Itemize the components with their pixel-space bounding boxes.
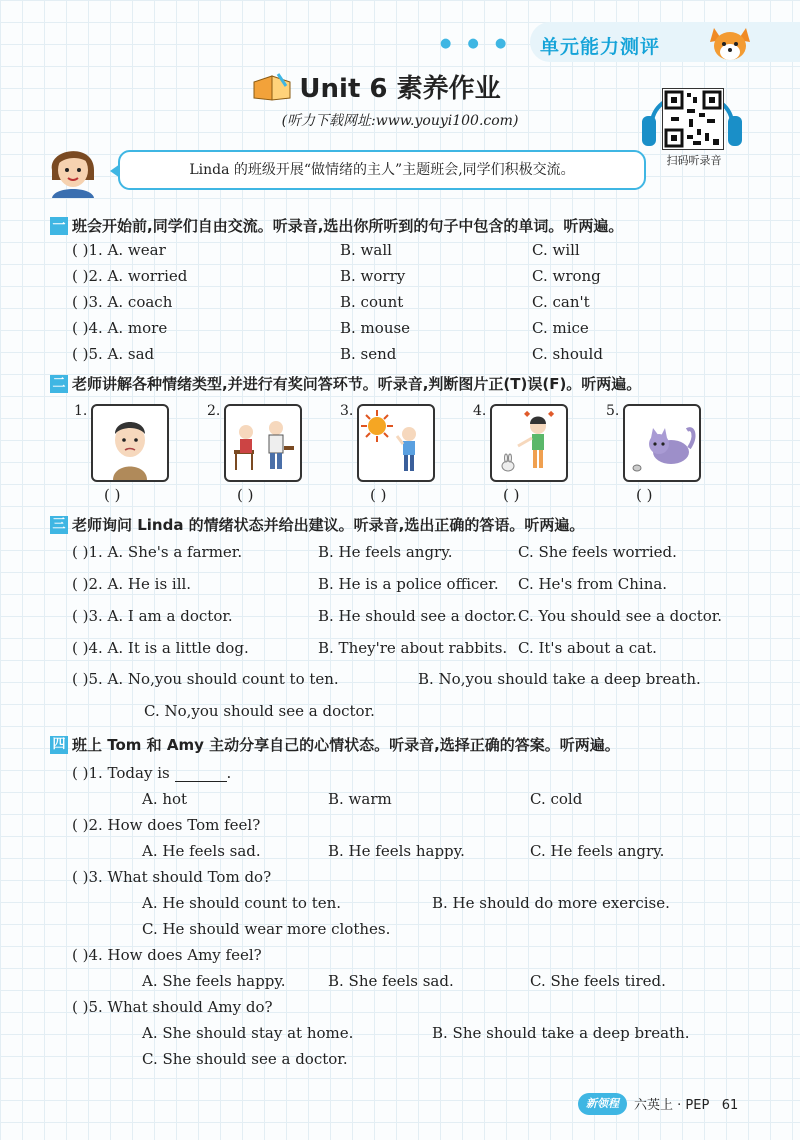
- qr-code[interactable]: [662, 88, 724, 150]
- picture-2-doctor-visit: [224, 404, 302, 482]
- s3-q3-b[interactable]: B. He should see a doctor.: [318, 607, 517, 625]
- s4-q1-question: [72, 764, 231, 782]
- svg-text:◆: ◆: [524, 409, 531, 418]
- s4-q2-c[interactable]: C. He feels angry.: [530, 842, 665, 860]
- unit-test-banner: 单元能力测评: [540, 36, 661, 58]
- s4-q3-c[interactable]: C. He should wear more clothes.: [142, 920, 391, 938]
- s1-q1-b[interactable]: B. wall: [340, 241, 392, 259]
- s1-q5-b[interactable]: B. send: [340, 345, 397, 363]
- s4-q2-b[interactable]: B. He feels happy.: [328, 842, 465, 860]
- picture-5-answer[interactable]: ( ): [636, 486, 653, 504]
- page-number: 61: [721, 1098, 739, 1113]
- s4-q5-question[interactable]: ( )5. What should Amy do?: [72, 998, 273, 1016]
- qr-caption: 扫码听录音: [666, 154, 722, 167]
- s4-q5-a[interactable]: A. She should stay at home.: [142, 1024, 354, 1042]
- s3-q1-b[interactable]: B. He feels angry.: [318, 543, 453, 561]
- s4-q4-b[interactable]: B. She feels sad.: [328, 972, 454, 990]
- publisher-logo: 新领程: [578, 1093, 627, 1115]
- fox-mascot-icon: [706, 22, 754, 64]
- s1-q3-b[interactable]: B. count: [340, 293, 404, 311]
- s4-q5-b[interactable]: B. She should take a deep breath.: [432, 1024, 690, 1042]
- s4-q5-c[interactable]: C. She should see a doctor.: [142, 1050, 348, 1068]
- s3-q1-a[interactable]: ( )1. A. She's a farmer.: [72, 543, 243, 561]
- picture-4-girl-rabbit: [490, 404, 568, 482]
- s4-q4-question[interactable]: ( )4. How does Amy feel?: [72, 946, 262, 964]
- section-3-title: 老师询问 Linda 的情绪状态并给出建议。听录音,选出正确的答语。听两遍。: [72, 516, 585, 534]
- s4-q1-b[interactable]: B. warm: [328, 790, 392, 808]
- section-1-badge: 一: [50, 217, 68, 235]
- s4-q1-a[interactable]: A. hot: [142, 790, 188, 808]
- s4-q1-text: ( )1. Today is: [72, 764, 170, 782]
- s1-q4-c[interactable]: C. mice: [532, 319, 589, 337]
- intro-speech-bubble: Linda 的班级开展“做情绪的主人”主题班会,同学们积极交流。: [118, 150, 646, 190]
- s3-q5-b[interactable]: B. No,you should take a deep breath.: [418, 670, 701, 688]
- section-1-title: 班会开始前,同学们自由交流。听录音,选出你所听到的句子中包含的单词。听两遍。: [72, 217, 624, 235]
- s3-q2-a[interactable]: ( )2. A. He is ill.: [72, 575, 192, 593]
- s4-q4-a[interactable]: A. She feels happy.: [142, 972, 286, 990]
- s4-q2-a[interactable]: A. He feels sad.: [142, 842, 261, 860]
- footer-edition: 六英上 · PEP: [634, 1098, 710, 1113]
- s4-q1-period: .: [226, 764, 232, 782]
- s4-q1-c[interactable]: C. cold: [530, 790, 583, 808]
- section-4-title: 班上 Tom 和 Amy 主动分享自己的心情状态。听录音,选择正确的答案。听两遍。: [72, 736, 620, 754]
- page-title: Unit 6 素养作业: [299, 74, 501, 104]
- s3-q2-b[interactable]: B. He is a police officer.: [318, 575, 499, 593]
- picture-3-answer[interactable]: ( ): [370, 486, 387, 504]
- s1-q5-c[interactable]: C. should: [532, 345, 603, 363]
- s3-q3-a[interactable]: ( )3. A. I am a doctor.: [72, 607, 233, 625]
- s1-q1-c[interactable]: C. will: [532, 241, 580, 259]
- picture-1-sad-boy: [91, 404, 169, 482]
- section-2-title: 老师讲解各种情绪类型,并进行有奖问答环节。听录音,判断图片正(T)误(F)。听两遍。: [72, 375, 642, 393]
- s4-q3-question[interactable]: ( )3. What should Tom do?: [72, 868, 272, 886]
- s3-q4-a[interactable]: ( )4. A. It is a little dog.: [72, 639, 249, 657]
- listening-download-url: (听力下载网址:www.youyi100.com): [281, 113, 519, 129]
- picture-4-number: 4.: [473, 403, 487, 419]
- svg-text:◆: ◆: [548, 409, 555, 418]
- picture-5-angry-cat: [623, 404, 701, 482]
- s3-q4-b[interactable]: B. They're about rabbits.: [318, 639, 508, 657]
- picture-1-answer[interactable]: ( ): [104, 486, 121, 504]
- picture-2-answer[interactable]: ( ): [237, 486, 254, 504]
- s1-q4-b[interactable]: B. mouse: [340, 319, 411, 337]
- s1-q2-b[interactable]: B. worry: [340, 267, 406, 285]
- picture-2-number: 2.: [207, 403, 221, 419]
- section-2-badge: 二: [50, 375, 68, 393]
- picture-3-hot-sun: [357, 404, 435, 482]
- s3-q5-c[interactable]: C. No,you should see a doctor.: [144, 702, 375, 720]
- section-4-badge: 四: [50, 736, 68, 754]
- s4-q1-blank[interactable]: [175, 767, 227, 782]
- s3-q1-c[interactable]: C. She feels worried.: [518, 543, 677, 561]
- s1-q3-a[interactable]: ( )3. A. coach: [72, 293, 173, 311]
- picture-4-answer[interactable]: ( ): [503, 486, 520, 504]
- s3-q5-a[interactable]: ( )5. A. No,you should count to ten.: [72, 670, 339, 688]
- section-3-badge: 三: [50, 516, 68, 534]
- s1-q2-c[interactable]: C. wrong: [532, 267, 601, 285]
- s1-q3-c[interactable]: C. can't: [532, 293, 590, 311]
- s1-q1-a[interactable]: ( )1. A. wear: [72, 241, 166, 259]
- picture-3-number: 3.: [340, 403, 354, 419]
- s4-q3-a[interactable]: A. He should count to ten.: [142, 894, 342, 912]
- linda-avatar: [44, 140, 102, 198]
- s1-q5-a[interactable]: ( )5. A. sad: [72, 345, 155, 363]
- s3-q2-c[interactable]: C. He's from China.: [518, 575, 668, 593]
- s1-q2-a[interactable]: ( )2. A. worried: [72, 267, 188, 285]
- s3-q3-c[interactable]: C. You should see a doctor.: [518, 607, 723, 625]
- s3-q4-c[interactable]: C. It's about a cat.: [518, 639, 657, 657]
- s4-q4-c[interactable]: C. She feels tired.: [530, 972, 666, 990]
- s4-q3-b[interactable]: B. He should do more exercise.: [432, 894, 670, 912]
- s1-q4-a[interactable]: ( )4. A. more: [72, 319, 168, 337]
- s4-q2-question[interactable]: ( )2. How does Tom feel?: [72, 816, 261, 834]
- picture-1-number: 1.: [74, 403, 88, 419]
- picture-5-number: 5.: [606, 403, 620, 419]
- paw-print-icon: ● ● ●: [440, 36, 513, 51]
- footer-book-info: [634, 1094, 738, 1113]
